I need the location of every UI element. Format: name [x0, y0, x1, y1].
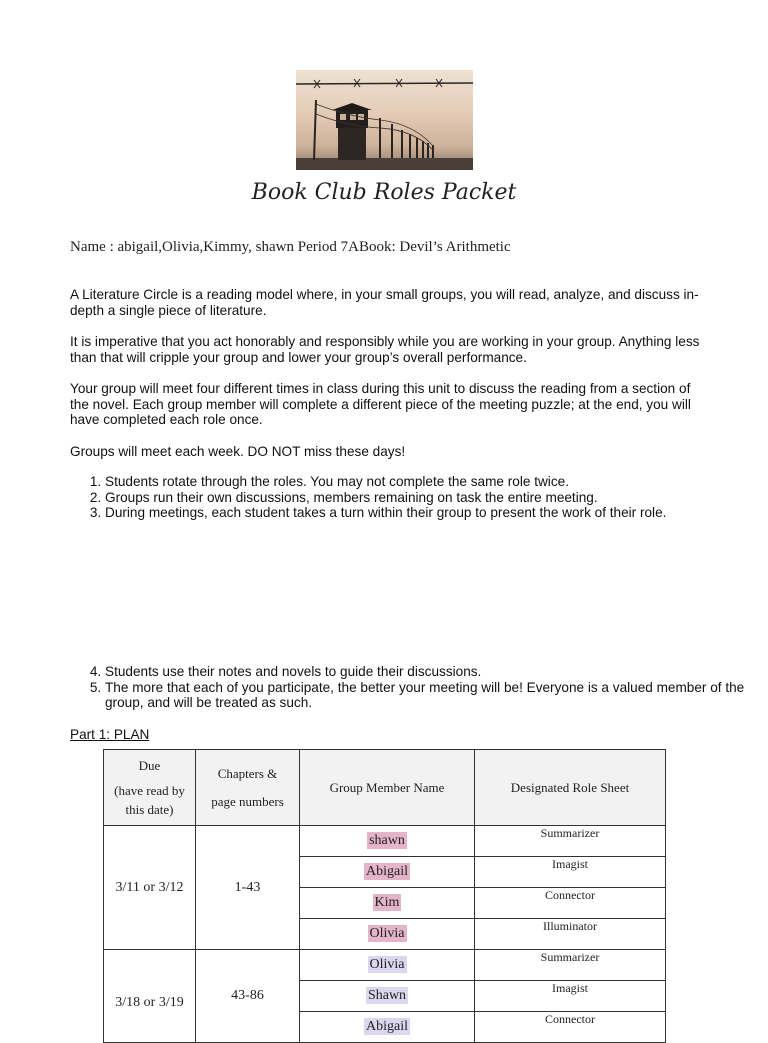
- list-item: 2. Groups run their own discussions, members remaining on task the entire meeting.: [105, 490, 745, 506]
- part-label: Part 1: PLAN: [70, 727, 150, 742]
- header-due-note: (have read by this date): [114, 783, 185, 817]
- member-cell: [300, 919, 475, 950]
- rules-list-part1: [70, 474, 745, 521]
- paragraph-meetings: Your group will meet four different times in class during this unit to discuss the reading from a section of the novel. Each group member will complete a different piece of the meeting puzzle; at the end, you will have completed each role once.: [70, 381, 691, 428]
- list-item: 3. During meetings, each student takes a turn within their group to present the work of their role.: [105, 505, 745, 521]
- paragraph-weekly: Groups will meet each week. DO NOT miss these days!: [70, 444, 406, 459]
- role-cell: Connector: [475, 1012, 666, 1043]
- table-row: [104, 950, 666, 981]
- member-name: Abigail: [366, 1019, 408, 1034]
- role-cell: Summarizer: [475, 950, 666, 981]
- member-name: shawn: [369, 833, 405, 848]
- member-cell: [300, 1012, 475, 1043]
- header-due-label: Due: [138, 758, 161, 773]
- role-cell: Connector: [475, 888, 666, 919]
- header-due: [104, 750, 196, 826]
- page-title: Book Club Roles Packet: [251, 180, 517, 205]
- due-date-cell: 3/18 or 3/19: [104, 950, 196, 1043]
- name-line: Name : abigail,Olivia,Kimmy, shawn Period 7ABook: Devil’s Arithmetic: [70, 239, 511, 255]
- role-cell: Imagist: [475, 981, 666, 1012]
- member-cell: [300, 950, 475, 981]
- member-cell: [300, 981, 475, 1012]
- header-member: Group Member Name: [300, 750, 475, 826]
- rules-list-part2: [70, 664, 745, 711]
- member-name: Shawn: [367, 988, 407, 1003]
- role-cell: Imagist: [475, 857, 666, 888]
- table-header-row: [104, 750, 666, 826]
- header-chapters: [196, 750, 300, 826]
- member-name: Abigail: [366, 864, 408, 879]
- paragraph-intro: A Literature Circle is a reading model where, in your small groups, you will read, analyze, and discuss in-depth a single piece of literature.: [70, 287, 699, 318]
- header-chapters-note: page numbers: [211, 794, 284, 809]
- list-item: 5. The more that each of you participate, the better your meeting will be! Everyone is a valued member of the group, and will be treated as such.: [105, 680, 745, 711]
- plan-table: [103, 749, 666, 1043]
- member-name: Olivia: [369, 957, 405, 972]
- header-role: Designated Role Sheet: [475, 750, 666, 826]
- list-item: 1. Students rotate through the roles. You may not complete the same role twice.: [105, 474, 745, 490]
- pages-cell: 1-43: [196, 826, 300, 950]
- role-cell: Summarizer: [475, 826, 666, 857]
- header-photo: [296, 70, 473, 170]
- role-cell: Illuminator: [475, 919, 666, 950]
- header-chapters-label: Chapters &: [217, 766, 278, 781]
- member-name: Olivia: [369, 926, 405, 941]
- list-item: 4. Students use their notes and novels to guide their discussions.: [105, 664, 745, 680]
- member-name: Kim: [374, 895, 400, 910]
- due-date-cell: 3/11 or 3/12: [104, 826, 196, 950]
- table-row: [104, 826, 666, 857]
- member-cell: [300, 826, 475, 857]
- paragraph-responsibility: It is imperative that you act honorably and responsibly while you are working in your group. Anything less than that will cripple your group and lower your group’s overall performance.: [70, 334, 700, 365]
- watchtower-image: [296, 70, 473, 170]
- pages-cell: 43-86: [196, 950, 300, 1043]
- member-cell: [300, 857, 475, 888]
- member-cell: [300, 888, 475, 919]
